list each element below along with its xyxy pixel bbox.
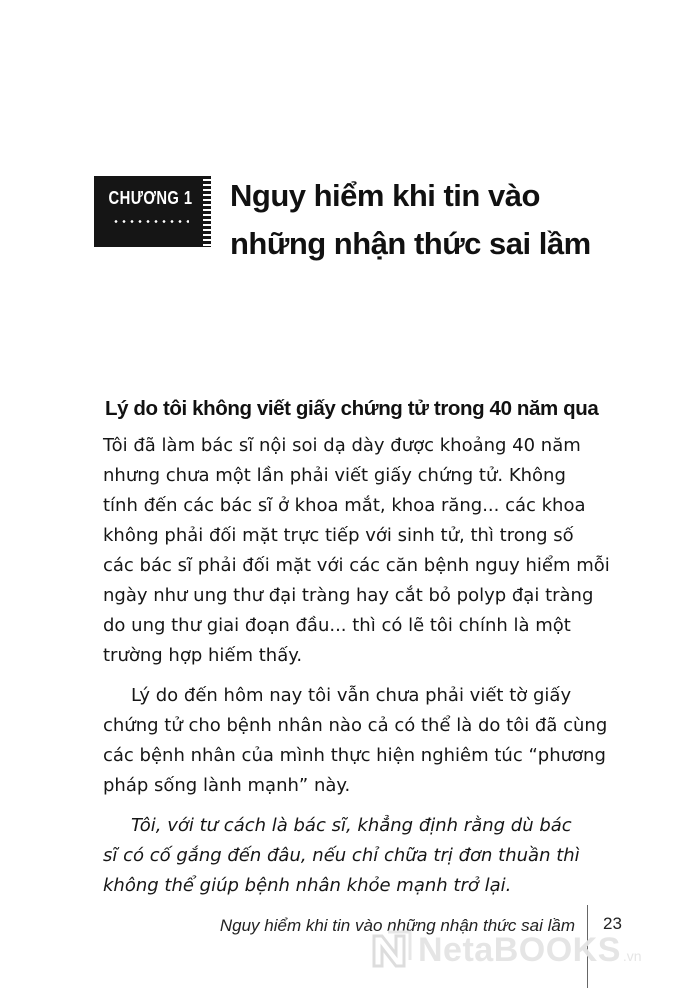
paragraph-line: Tôi, với tư cách là bác sĩ, khẳng định rằng dù bác — [131, 815, 572, 836]
paragraph-line: tính đến các bác sĩ ở khoa mắt, khoa răng... các khoa — [103, 495, 586, 516]
paragraph-line: các bệnh nhân của mình thực hiện nghiêm túc “phương — [103, 745, 606, 766]
chapter-title — [230, 172, 650, 268]
paragraph-line: nhưng chưa một lần phải viết giấy chứng tử. Không — [103, 465, 566, 486]
chapter-dots-divider — [112, 220, 189, 223]
watermark — [370, 930, 642, 970]
paragraph-line: Lý do đến hôm nay tôi vẫn chưa phải viết tờ giấy — [131, 685, 572, 706]
paragraph-2 — [103, 681, 608, 801]
chapter-title-line-1: Nguy hiểm khi tin vào — [230, 178, 540, 213]
paragraph-line: không thể giúp bệnh nhân khỏe mạnh trở lại. — [103, 875, 512, 896]
section-heading: Lý do tôi không viết giấy chứng tử trong 40 năm qua — [105, 397, 599, 420]
footer-running-title: Nguy hiểm khi tin vào những nhận thức sai lầm — [219, 916, 575, 935]
paragraph-3-italic — [103, 811, 603, 901]
paragraph-line: pháp sống lành mạnh” này. — [103, 775, 351, 796]
paragraph-line: sĩ có cố gắng đến đâu, nếu chỉ chữa trị đơn thuần thì — [103, 845, 580, 866]
paragraph-line: ngày như ung thư đại tràng hay cắt bỏ polyp đại tràng — [103, 585, 594, 606]
paragraph-line: Tôi đã làm bác sĩ nội soi dạ dày được khoảng 40 năm — [103, 435, 581, 456]
neta-logo-icon — [370, 930, 414, 970]
watermark-suffix: .vn — [622, 948, 642, 964]
chapter-label: CHƯƠNG 1 — [108, 188, 193, 208]
chapter-label-box — [94, 176, 207, 247]
paragraph-line: trường hợp hiếm thấy. — [103, 645, 303, 666]
paragraph-line: do ung thư giai đoạn đầu... thì có lẽ tôi chính là một — [103, 615, 571, 636]
paragraph-line: chứng tử cho bệnh nhân nào cả có thể là do tôi đã cùng — [103, 715, 608, 736]
paragraph-1 — [103, 431, 610, 671]
page-number: 23 — [603, 914, 622, 933]
watermark-text: NetaBOOKS — [418, 930, 621, 969]
paragraph-line: các bác sĩ phải đối mặt với các căn bệnh nguy hiểm mỗi — [103, 555, 610, 576]
chapter-title-line-2: những nhận thức sai lầm — [230, 226, 591, 261]
body-text — [103, 431, 610, 911]
paragraph-line: không phải đối mặt trực tiếp với sinh tử, thì trong số — [103, 525, 574, 546]
